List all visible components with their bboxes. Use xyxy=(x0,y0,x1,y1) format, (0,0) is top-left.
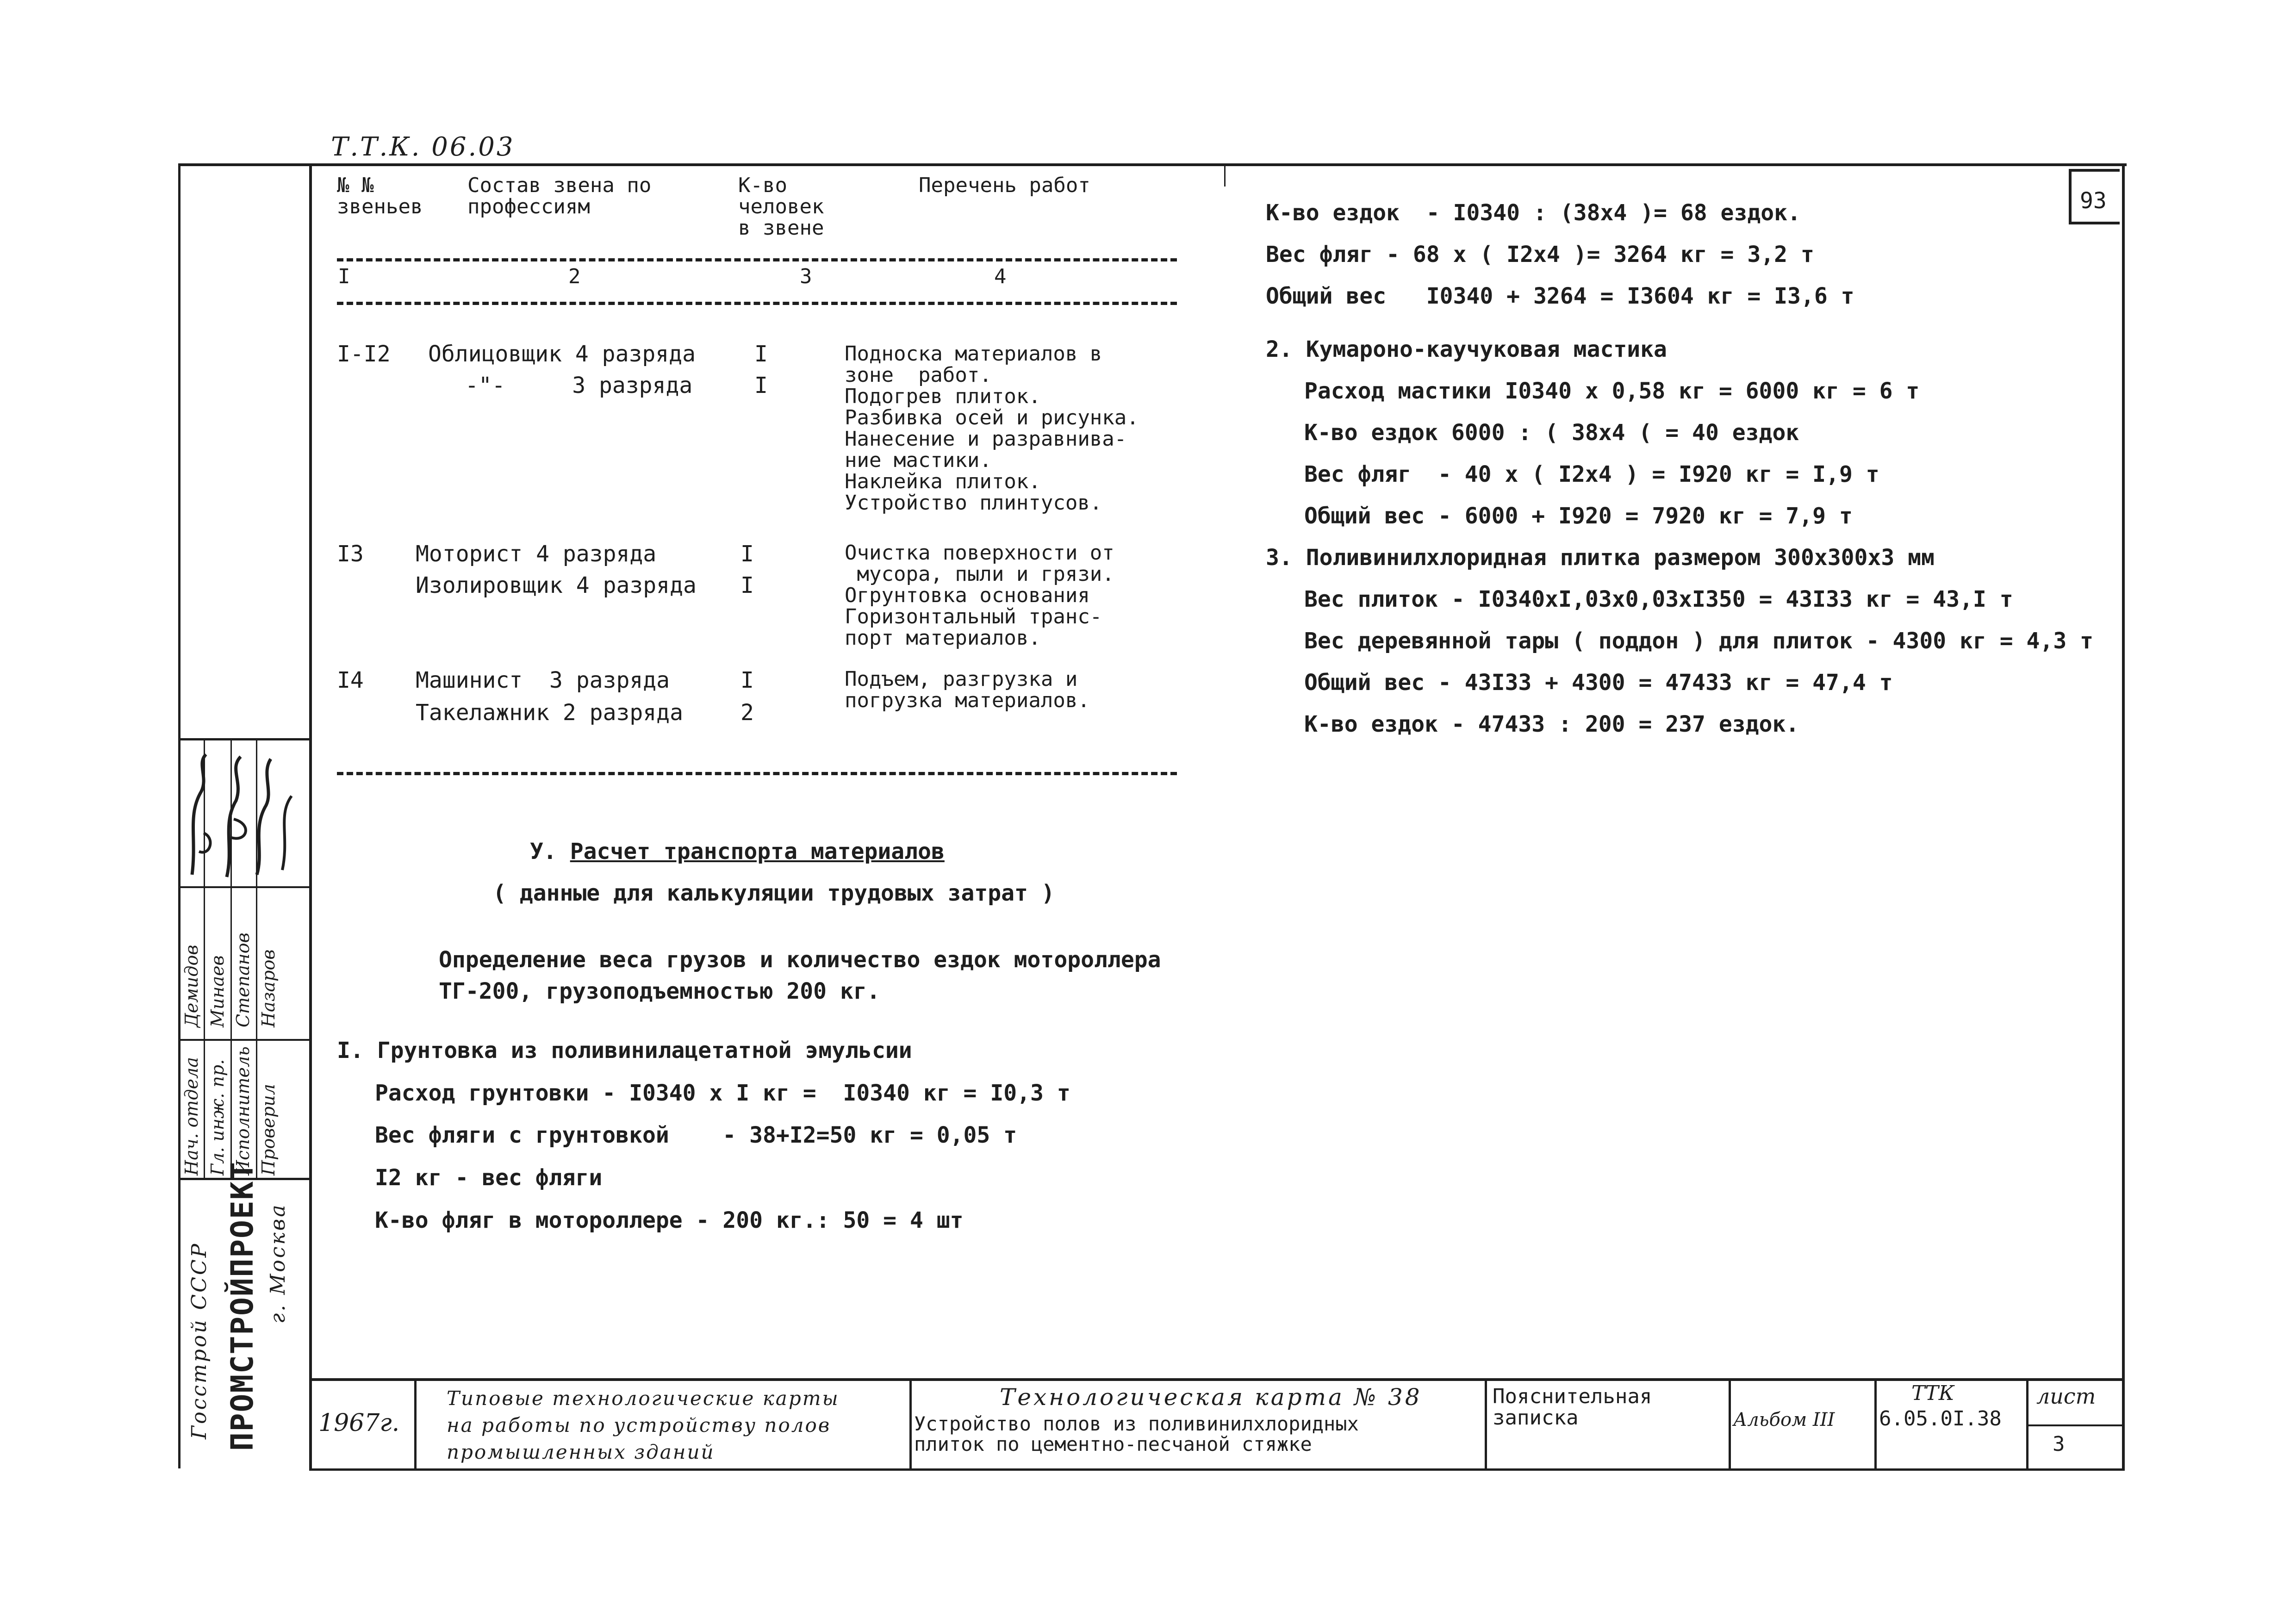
signature-marks xyxy=(183,745,308,884)
frame-left-line xyxy=(309,163,312,1468)
table-header-col4: Перечень работ xyxy=(919,174,1090,197)
stamp-sep-3 xyxy=(178,1039,311,1041)
calc-line: Общий вес I0340 + 3264 = I3604 кг = I3,6 т xyxy=(1266,283,1854,309)
row-member: Изолировщик 4 разряда xyxy=(416,572,697,598)
item3-line: Вес деревянной тары ( поддон ) для плиток - 4300 кг = 4,3 т xyxy=(1304,628,2094,654)
row-count: I xyxy=(740,667,754,693)
row-works: Подноска материалов в зоне работ. Подогрев плиток. Разбивка осей и рисунка. Нанесение и разравнива- ние мастики. Наклейка плиток. Устройство плинтусов. xyxy=(845,342,1139,515)
frame-top-line xyxy=(178,163,2127,166)
stamp-name-1: Демидов xyxy=(181,945,202,1027)
row-works: Подъем, разгрузка и погрузка материалов. xyxy=(845,667,1090,712)
stamp-role-2: Гл. инж. пр. xyxy=(207,1059,228,1175)
title-block-sep-5 xyxy=(1874,1378,1877,1471)
row-count: I xyxy=(740,572,754,598)
item3-line: К-во ездок - 47433 : 200 = 237 ездок. xyxy=(1304,711,1799,737)
table-header-col3: К-во человек в звене xyxy=(738,174,824,240)
stamp-sep-1 xyxy=(178,738,311,740)
row-count: I xyxy=(740,541,754,567)
stamp-left-line xyxy=(178,163,180,1468)
row-number: I4 xyxy=(337,667,364,693)
column-divider xyxy=(1224,163,1226,187)
col-number-4: 4 xyxy=(994,265,1007,288)
section-title-text: Расчет транспорта материалов xyxy=(570,839,945,864)
section-intro: Определение веса грузов и количество ездок мотороллера ТГ-200, грузоподъемностью 200 кг. xyxy=(439,947,1161,1004)
title-sheet-label: лист xyxy=(2036,1384,2096,1409)
title-block-top xyxy=(309,1378,2125,1381)
title-series: Типовые технологические карты на работы по устройству полов промышленных зданий xyxy=(447,1387,840,1463)
item1-title: I. Грунтовка из поливинилацетатной эмульсии xyxy=(337,1038,912,1063)
item2-line: Общий вес - 6000 + I920 = 7920 кг = 7,9 т xyxy=(1304,503,1853,529)
stamp-role-3: Исполнитель xyxy=(233,1046,253,1175)
row-member: Моторист 4 разряда xyxy=(416,541,657,567)
table-divider-1 xyxy=(337,258,1177,261)
col-number-3: 3 xyxy=(800,265,812,288)
page-number: 93 xyxy=(2080,188,2107,214)
stamp-sep-2 xyxy=(178,886,311,888)
row-member: Такелажник 2 разряда xyxy=(416,700,683,726)
row-works: Очистка поверхности от мусора, пыли и грязи. Огрунтовка основания Горизонтальный транс- порт материалов. xyxy=(845,541,1114,650)
row-member: -"- 3 разряда xyxy=(465,373,693,398)
table-header-col2: Состав звена по профессиям xyxy=(467,174,652,218)
title-block-sep-4 xyxy=(1729,1378,1731,1471)
row-count: 2 xyxy=(740,700,754,726)
title-block-bottom xyxy=(309,1468,2125,1471)
row-number: I-I2 xyxy=(337,341,391,367)
row-member: Облицовщик 4 разряда xyxy=(428,341,696,367)
table-divider-3 xyxy=(337,772,1177,775)
title-year: 1967г. xyxy=(318,1409,400,1437)
item1-line: I2 кг - вес фляги xyxy=(375,1165,603,1191)
calc-line: Вес фляг - 68 х ( I2х4 )= 3264 кг = 3,2 т xyxy=(1266,242,1814,267)
table-header-col1: № № звеньев xyxy=(337,174,423,218)
title-block-sheet-sep xyxy=(2026,1424,2125,1426)
item1-line: Вес фляги с грунтовкой - 38+I2=50 кг = 0,05 т xyxy=(375,1122,1017,1148)
row-member: Машинист 3 разряда xyxy=(416,667,670,693)
item3-line: Вес плиток - I0340хI,03х0,03хI350 = 43I33 кг = 43,I т xyxy=(1304,586,2013,612)
stamp-name-4: Назаров xyxy=(258,949,279,1027)
row-count: I xyxy=(754,373,768,398)
col-number-2: 2 xyxy=(568,265,581,288)
stamp-org-main: ПРОМСТРОЙПРОЕКТ xyxy=(224,1161,260,1451)
stamp-name-3: Степанов xyxy=(233,933,253,1027)
item2-line: Вес фляг - 40 х ( I2х4 ) = I920 кг = I,9 т xyxy=(1304,461,1879,487)
title-album: Альбом III xyxy=(1733,1409,1835,1430)
title-block-sep-3 xyxy=(1485,1378,1487,1471)
row-count: I xyxy=(754,341,768,367)
col-number-1: I xyxy=(338,265,350,288)
item1-line: Расход грунтовки - I0340 х I кг = I0340 кг = I0,3 т xyxy=(375,1080,1070,1106)
item3-title: 3. Поливинилхлоридная плитка размером 300х300х3 мм xyxy=(1266,545,1935,571)
stamp-role-1: Нач. отдела xyxy=(181,1057,202,1175)
item1-line: К-во фляг в мотороллере - 200 кг.: 50 = 4 шт xyxy=(375,1207,964,1233)
row-number: I3 xyxy=(337,541,364,567)
section-title-prefix: У. xyxy=(530,839,570,864)
title-sheet-number: 3 xyxy=(2053,1432,2065,1456)
title-card-subtitle: Устройство полов из поливинилхлоридных плиток по цементно-песчаной стяжке xyxy=(914,1412,1359,1455)
table-divider-2 xyxy=(337,302,1177,305)
title-doc-type: Пояснительная записка xyxy=(1493,1385,1652,1430)
page-number-box xyxy=(2069,169,2120,224)
item3-line: Общий вес - 43I33 + 4300 = 47433 кг = 47,4 т xyxy=(1304,670,1893,696)
section-title xyxy=(530,840,945,863)
item2-line: Расход мастики I0340 х 0,58 кг = 6000 кг = 6 т xyxy=(1304,378,1920,404)
title-block-sep-2 xyxy=(909,1378,912,1471)
stamp-org-top: Госстрой СССР xyxy=(187,1242,211,1439)
stamp-role-4: Проверил xyxy=(258,1084,279,1175)
title-ttk-code: 6.05.0I.38 xyxy=(1879,1407,2002,1430)
title-ttk-label: ТТК xyxy=(1911,1381,1954,1405)
item2-line: К-во ездок 6000 : ( 38х4 ( = 40 ездок xyxy=(1304,420,1799,446)
title-block-sep-1 xyxy=(414,1378,417,1471)
document-code: Т.Т.К. 06.03 xyxy=(331,132,515,162)
item2-title: 2. Кумароно-каучуковая мастика xyxy=(1266,336,1667,362)
stamp-org-city: г. Москва xyxy=(266,1203,290,1324)
title-card: Технологическая карта № 38 xyxy=(1000,1384,1422,1411)
stamp-name-2: Минаев xyxy=(207,955,228,1027)
calc-line: К-во ездок - I0340 : (38х4 )= 68 ездок. xyxy=(1266,200,1801,226)
section-subtitle: ( данные для калькуляции трудовых затрат ) xyxy=(493,880,1055,906)
frame-right-line xyxy=(2122,163,2125,1468)
